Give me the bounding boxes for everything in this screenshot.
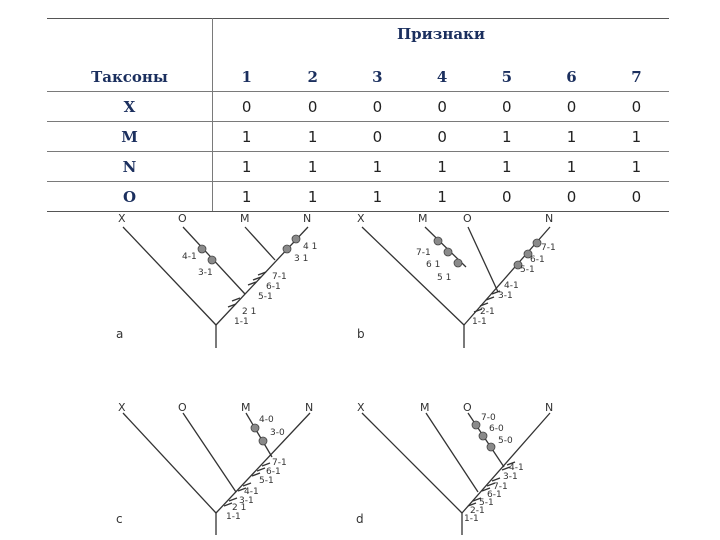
table-row [47,122,669,152]
trait-value: 1 [280,152,345,182]
character-change-label: 5-1 [479,498,494,508]
taxon-label: O [178,401,187,414]
character-change-label: 3-0 [270,428,285,438]
trait-value: 0 [410,92,475,122]
character-change-label: 4-0 [259,415,274,425]
trait-value: 1 [213,182,281,212]
character-change-label: 4-1 [504,281,519,291]
trait-value: 0 [280,92,345,122]
character-change-label: 4-1 [182,252,197,262]
table-row [47,152,669,182]
trait-value: 0 [604,182,669,212]
trait-number: 4 [410,63,475,92]
character-change-label: 7-0 [481,413,496,423]
trait-value: 1 [604,152,669,182]
tree-letter: a [116,327,124,341]
taxon-label: X [357,212,365,225]
character-matrix-table [47,18,669,212]
trait-value: 1 [213,152,281,182]
character-change-label: 3 1 [294,254,309,264]
character-change-label: 7-1 [416,248,431,258]
tree-letter: d [356,512,364,526]
trait-value: 0 [474,92,539,122]
character-change-label: 3-1 [198,268,213,278]
tree-letter: b [357,327,365,341]
taxon-label: M [420,401,430,414]
cladogram-c [100,395,340,540]
trait-number: 7 [604,63,669,92]
taxon-name: N [47,152,213,182]
cladogram-a [100,205,340,355]
trait-value: 0 [604,92,669,122]
trait-value: 1 [410,152,475,182]
trait-value: 1 [410,182,475,212]
taxon-label: X [357,401,365,414]
character-change-label: 5-0 [498,436,513,446]
trait-value: 1 [474,122,539,152]
trait-value: 0 [213,92,281,122]
character-change-label: 2-1 [480,307,495,317]
trait-value: 0 [474,182,539,212]
character-change-label: 3-1 [498,291,513,301]
table-row [47,92,669,122]
character-change-label: 7-1 [272,272,287,282]
character-change-label: 6-1 [266,282,281,292]
cladogram-d [340,395,580,540]
character-change-label: 4 1 [303,242,318,252]
character-change-label: 3-1 [503,472,518,482]
character-change-label: 5-1 [258,292,273,302]
traits-header: Признаки [213,19,670,64]
taxon-label: N [303,212,312,225]
trait-value: 1 [213,122,281,152]
character-change-label: 5-1 [520,265,535,275]
trait-value: 1 [604,122,669,152]
trait-number: 3 [345,63,410,92]
trait-value: 0 [345,122,410,152]
character-change-label: 2 1 [232,503,247,513]
taxon-label: M [241,401,251,414]
taxon-label: M [418,212,428,225]
character-change-label: 7-1 [493,482,508,492]
taxon-label: N [545,401,554,414]
character-change-label: 6-1 [530,255,545,265]
taxon-label: N [545,212,554,225]
taxon-label: O [463,401,472,414]
character-change-label: 3-1 [239,496,254,506]
character-change-label: 6-1 [266,467,281,477]
taxon-label: X [118,212,126,225]
trait-value: 1 [345,182,410,212]
character-change-label: 2-1 [470,506,485,516]
trait-value: 0 [539,182,604,212]
cladogram-b [340,205,580,355]
taxon-label: M [240,212,250,225]
trait-value: 0 [410,122,475,152]
trait-value: 1 [345,152,410,182]
character-change-label: 7-1 [272,458,287,468]
character-change-label: 6 1 [426,260,441,270]
trait-number: 2 [280,63,345,92]
character-change-label: 4-1 [244,487,259,497]
character-change-label: 4-1 [509,463,524,473]
taxon-label: N [305,401,314,414]
trait-value: 0 [345,92,410,122]
trait-number: 5 [474,63,539,92]
trait-value: 1 [280,122,345,152]
trait-value: 1 [474,152,539,182]
character-change-label: 1-1 [464,514,479,524]
character-change-label: 7-1 [541,243,556,253]
trait-number: 6 [539,63,604,92]
trait-value: 0 [539,92,604,122]
trait-value: 1 [539,122,604,152]
taxon-name: X [47,92,213,122]
taxon-label: X [118,401,126,414]
character-change-label: 1-1 [226,512,241,522]
trait-value: 1 [539,152,604,182]
trait-value: 1 [280,182,345,212]
character-change-label: 5-1 [259,476,274,486]
character-change-label: 1-1 [234,317,249,327]
character-change-label: 2 1 [242,307,257,317]
character-change-label: 5 1 [437,273,452,283]
character-change-label: 6-1 [487,490,502,500]
trait-number: 1 [213,63,281,92]
taxon-label: O [463,212,472,225]
character-change-label: 6-0 [489,424,504,434]
taxon-name: M [47,122,213,152]
taxon-name: O [47,182,213,212]
taxon-label: O [178,212,187,225]
taxa-header: Таксоны [47,63,213,92]
character-change-label: 1-1 [472,317,487,327]
tree-letter: c [116,512,123,526]
